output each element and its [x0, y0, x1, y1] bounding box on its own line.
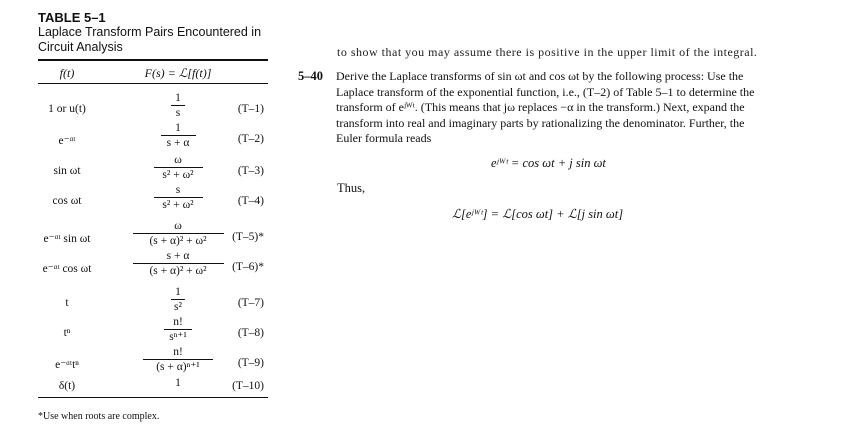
cut-text: to show that you may assume there is positive in the upper limit of the integral.	[337, 45, 758, 59]
problem-cut-line	[337, 45, 767, 62]
Fs-cell	[122, 183, 234, 212]
ft-cell: e⁻ᵅᵗ cos ωt	[42, 263, 92, 275]
Fs-denominator: s	[171, 105, 185, 120]
table-title: TABLE 5–1	[38, 10, 106, 25]
Fs-cell	[122, 315, 234, 344]
Fs-numerator: s + α	[166, 250, 190, 262]
Fs-cell	[122, 285, 234, 314]
Fs-denominator: (s + α)² + ω²	[133, 263, 224, 278]
Fs-numerator: n!	[173, 346, 183, 358]
problem-number: 5–40	[298, 69, 323, 83]
equation-number: (T–8)	[237, 327, 264, 339]
Fs-denominator: sⁿ⁺¹	[164, 329, 192, 344]
Fs-denominator: s² + ω²	[154, 167, 203, 182]
equation-number: (T–9)	[237, 357, 264, 369]
Fs-numerator: 1	[175, 92, 181, 104]
Fs-cell	[122, 249, 234, 278]
equation-number: (T–10)	[232, 380, 264, 392]
equation-number: (T–7)	[237, 297, 264, 309]
equation-number: (T–1)	[237, 103, 264, 115]
table-header-rule	[38, 83, 268, 84]
equation-number: (T–4)	[237, 195, 264, 207]
header-Fs: F(s) = ℒ[f(t)]	[144, 66, 212, 80]
Fs-denominator: s² + ω²	[154, 197, 203, 212]
Fs-cell	[122, 345, 234, 374]
ft-cell: 1 or u(t)	[48, 103, 86, 115]
Fs-numerator: n!	[173, 316, 183, 328]
Fs-denominator: s + α	[161, 135, 196, 150]
ft-cell: e⁻ᵅᵗ	[58, 135, 76, 147]
table-bottom-rule	[38, 397, 268, 398]
ft-cell: e⁻ᵅᵗ sin ωt	[43, 233, 91, 245]
euler-formula: eʲᵂᵗ = cos ωt + j sin ωt	[491, 156, 606, 170]
thus-label: Thus,	[337, 181, 366, 195]
Fs-cell	[122, 376, 234, 390]
Fs-cell	[122, 121, 234, 150]
Fs-cell	[122, 153, 234, 182]
laplace-equation: ℒ[eʲᵂᵗ] = ℒ[cos ωt] + ℒ[j sin ωt]	[452, 207, 624, 221]
equation-number: (T–2)	[237, 133, 264, 145]
ft-cell: tⁿ	[63, 327, 71, 339]
problem-text: Derive the Laplace transforms of sin ωt and cos ωt by the following process: Use the Laplace transform of the exponential function, i.e., (T–2) of Table 5–1 to determine the transform of eʲᵂᵗ. (This means that jω replaces −α in the transform.) Next, expand the transform into real and imaginary parts by rationalizing the denominator. Further, the Euler formula reads	[336, 69, 755, 145]
Fs-denominator: (s + α)² + ω²	[133, 233, 224, 248]
equation-number: (T–6)*	[232, 261, 264, 273]
Fs-denominator: (s + α)ⁿ⁺¹	[143, 359, 213, 374]
Fs-numerator: 1	[175, 377, 181, 389]
table-footnote: *Use when roots are complex.	[38, 411, 160, 422]
header-ft: f(t)	[59, 66, 75, 80]
equation-number: (T–5)*	[232, 231, 264, 243]
Fs-numerator: 1	[175, 122, 181, 134]
table-top-rule	[38, 59, 268, 61]
Fs-numerator: s	[175, 184, 181, 196]
ft-cell: cos ωt	[52, 195, 82, 207]
ft-cell: δ(t)	[58, 380, 76, 392]
Fs-numerator: ω	[174, 154, 182, 166]
Fs-denominator: s²	[171, 299, 185, 314]
Fs-numerator: ω	[174, 220, 182, 232]
ft-cell: sin ωt	[53, 165, 81, 177]
Fs-cell	[122, 91, 234, 120]
ft-cell: t	[65, 297, 69, 309]
ft-cell: e⁻ᵅᵗtⁿ	[55, 359, 79, 371]
table-caption: Laplace Transform Pairs Encountered in Circuit Analysis	[38, 25, 262, 54]
equation-number: (T–3)	[237, 165, 264, 177]
Fs-numerator: 1	[175, 286, 181, 298]
Fs-cell	[122, 219, 234, 248]
